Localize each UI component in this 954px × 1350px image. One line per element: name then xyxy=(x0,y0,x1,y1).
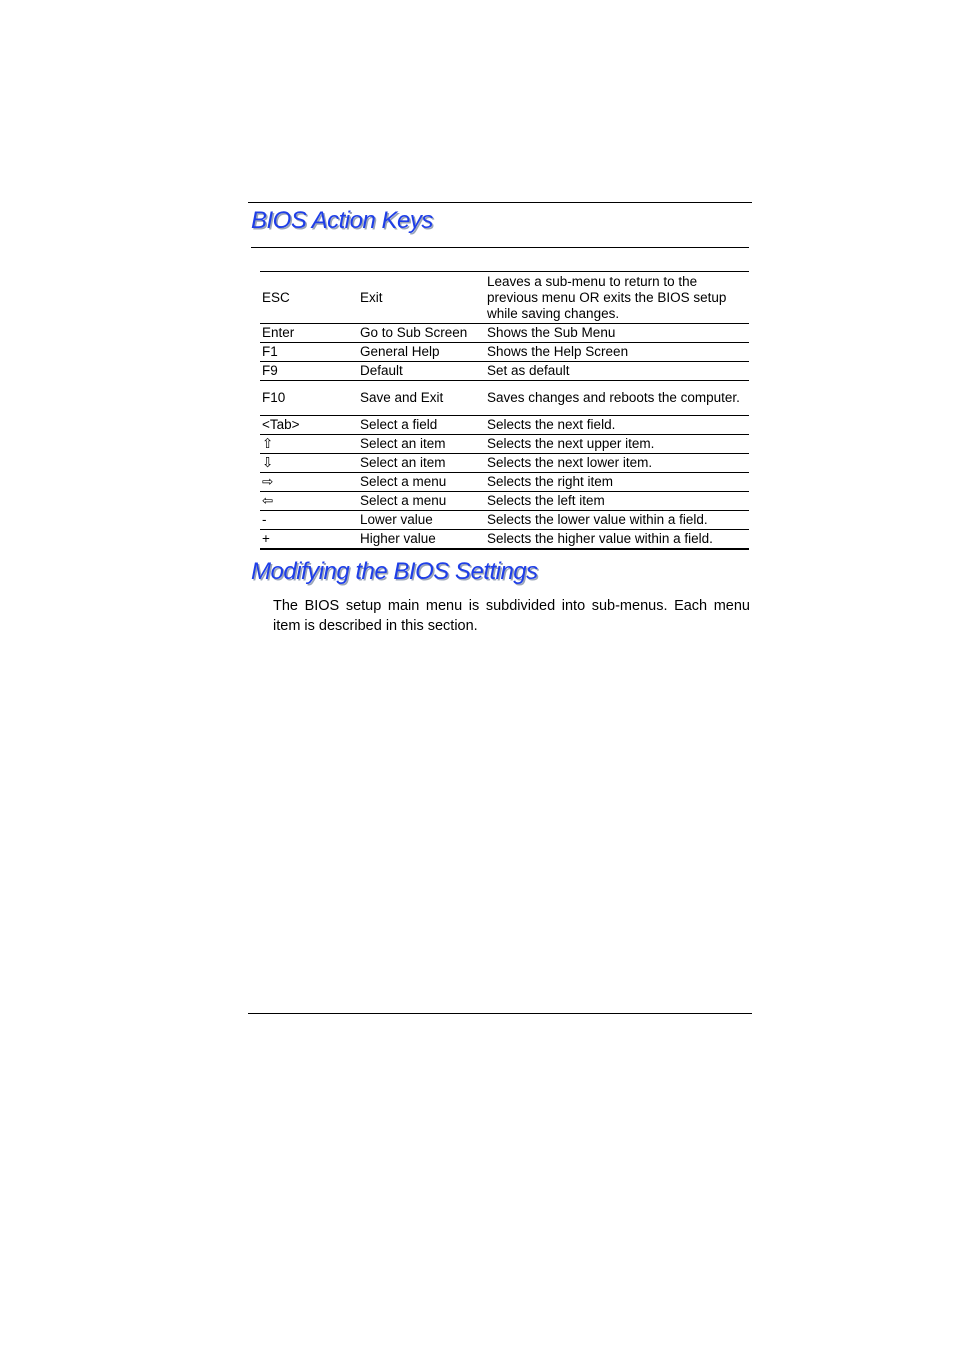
table-row xyxy=(260,435,749,454)
description-cell: Shows the Sub Menu xyxy=(487,325,616,340)
description-cell: Selects the next lower item. xyxy=(487,455,653,470)
description-cell: Leaves a sub-menu to return to the previous menu OR exits the BIOS setup while saving changes. xyxy=(487,273,727,321)
top-rule xyxy=(248,202,752,203)
table-row xyxy=(260,324,749,343)
heading-underline xyxy=(251,247,749,248)
description-cell: Saves changes and reboots the computer. xyxy=(487,390,740,405)
right-arrow-icon: ⇨ xyxy=(262,474,274,489)
table-row xyxy=(260,272,749,324)
function-cell: Select an item xyxy=(360,455,446,470)
key-cell: <Tab> xyxy=(262,417,300,432)
modifying-body-text: The BIOS setup main menu is subdivided into sub-menus. Each menu item is described in this section. xyxy=(273,598,750,634)
action-keys-table xyxy=(260,271,749,550)
function-cell: Select a menu xyxy=(360,474,447,489)
description-cell: Selects the higher value within a field. xyxy=(487,531,713,546)
description-cell: Shows the Help Screen xyxy=(487,344,629,359)
key-cell: ESC xyxy=(262,289,290,305)
key-cell: Enter xyxy=(262,325,295,340)
function-cell: Default xyxy=(360,363,403,378)
left-arrow-icon: ⇦ xyxy=(262,493,274,508)
description-cell: Selects the lower value within a field. xyxy=(487,512,708,527)
key-cell: F1 xyxy=(262,344,278,359)
function-cell: Save and Exit xyxy=(360,390,444,405)
function-cell: General Help xyxy=(360,344,440,359)
table-row xyxy=(260,416,749,435)
key-cell: + xyxy=(262,531,270,546)
function-cell: Go to Sub Screen xyxy=(360,325,468,340)
description-cell: Set as default xyxy=(487,363,570,378)
down-arrow-icon: ⇩ xyxy=(262,455,274,470)
description-cell: Selects the left item xyxy=(487,493,605,508)
table-row xyxy=(260,343,749,362)
function-cell: Lower value xyxy=(360,512,433,527)
key-cell: F10 xyxy=(262,390,286,405)
function-cell: Exit xyxy=(360,289,383,305)
function-cell: Higher value xyxy=(360,531,436,546)
description-cell: Selects the right item xyxy=(487,474,614,489)
table-row xyxy=(260,511,749,530)
table-row xyxy=(260,381,749,416)
table-row xyxy=(260,492,749,511)
function-cell: Select an item xyxy=(360,436,446,451)
function-cell: Select a menu xyxy=(360,493,447,508)
table-row xyxy=(260,454,749,473)
function-cell: Select a field xyxy=(360,417,438,432)
description-cell: Selects the next upper item. xyxy=(487,436,655,451)
key-cell: - xyxy=(262,512,267,527)
table-row xyxy=(260,362,749,381)
description-cell: Selects the next field. xyxy=(487,417,616,432)
modifying-bios-settings-heading: Modifying the BIOS Settings xyxy=(251,558,538,585)
bios-action-keys-heading: BIOS Action Keys xyxy=(251,207,433,234)
up-arrow-icon: ⇧ xyxy=(262,436,274,451)
table-row xyxy=(260,473,749,492)
bottom-rule xyxy=(248,1013,752,1014)
key-cell: F9 xyxy=(262,363,278,378)
table-row xyxy=(260,530,749,550)
